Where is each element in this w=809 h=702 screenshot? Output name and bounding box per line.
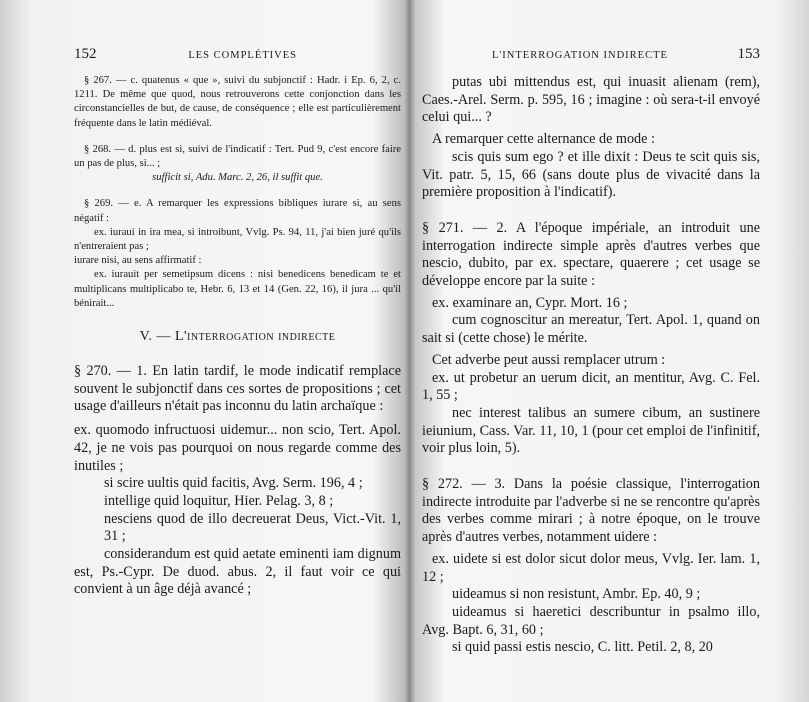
paragraph-269-example: ex. iuraui in ira mea, si introibunt, Vvlg. Ps. 94, 11, j'ai bien juré qu'ils n'entreraient pas ; <box>74 226 401 253</box>
paragraph-272-example-4: si quid passi estis nescio, C. litt. Petil. 2, 8, 20 <box>452 639 713 656</box>
paragraph-272-example-1: ex. uidete si est dolor sicut dolor meus, Vvlg. Ier. lam. 1, 12 ; <box>422 550 760 585</box>
paragraph-272: § 272. — 3. Dans la poésie classique, l'interrogation indirecte introduite par l'adverbe si ne se rencontre qu'après des verbes comme mirari ; à notre époque, on le trouve après d'autres verbes, notamment uidere : <box>422 476 760 546</box>
paragraph-268: § 268. — d. plus est si, suivi de l'indicatif : Tert. Pud 9, c'est encore faire un pas de plus, si... ; <box>74 143 401 170</box>
page-number: 152 <box>74 46 97 62</box>
alternance-intro: A remarquer cette alternance de mode : <box>432 131 655 148</box>
paragraph-269: § 269. — e. A remarquer les expressions bibliques iurare si, au sens négatif : <box>74 198 401 224</box>
paragraph-270-example-1: ex. quomodo infructuosi uidemur... non scio, Tert. Apol. 42, je ne vois pas pourquoi on nous regarde comme des inutiles ; <box>74 422 401 474</box>
paragraph-267: § 267. — c. quatenus « que », suivi du subjonctif : Hadr. i Ep. 6, 2, c. 1211. De même que quod, nous retrouverons cette conjonction dans les circonstancielles de but, de cause, de conséquence ; elle est particulièrement fréquente dans le latin médiéval. <box>74 75 401 129</box>
paragraph-270-example-2: si scire uultis quid facitis, Avg. Serm. 196, 4 ; <box>104 475 363 492</box>
paragraph-271-b: Cet adverbe peut aussi remplacer utrum : <box>432 351 666 368</box>
right-header <box>422 46 760 70</box>
paragraph-268-example: sufficit si, Adu. Marc. 2, 26, il suffit que. <box>152 172 323 184</box>
paragraph-271-example-3: ex. ut probetur an uerum dicit, an mentitur, Avg. C. Fel. 1, 55 ; <box>422 369 760 404</box>
page-number: 153 <box>737 46 760 62</box>
section-title: V. — L'interrogation indirecte <box>139 329 336 345</box>
paragraph-272-example-3: uideamus si haeretici describuntur in psalmo illo, Avg. Bapt. 6, 31, 60 ; <box>422 603 760 638</box>
paragraph-269-b: iurare nisi, au sens affirmatif : <box>74 255 202 267</box>
paragraph-270: § 270. — 1. En latin tardif, le mode indicatif remplace souvent le subjonctif dans ces sortes de propositions ; cet usage d'ailleurs n'était pas inconnu du latin archaïque : <box>74 363 401 415</box>
paragraph-271-example-1: ex. examinare an, Cypr. Mort. 16 ; <box>432 294 628 311</box>
right-page-content <box>422 46 760 657</box>
paragraph-272-example-2: uideamus si non resistunt, Ambr. Ep. 40, 9 ; <box>452 586 701 603</box>
left-page-content <box>74 46 401 599</box>
right-page <box>410 0 809 702</box>
paragraph-270-example-3: intellige quid loquitur, Hier. Pelag. 3, 8 ; <box>104 492 334 509</box>
left-header <box>74 46 401 70</box>
paragraph-271-example-4: nec interest talibus an sumere cibum, an sustinere ieiunium, Cass. Var. 11, 10, 1 (pour cet emploi de l'infinitif, voir plus loin, 5). <box>422 404 760 457</box>
paragraph-271-example-2: cum cognoscitur an mereatur, Tert. Apol. 1, quand on sait si (cette chose) le mérite. <box>422 312 760 347</box>
continued-example: putas ubi mittendus est, qui inuasit alienam (rem), Caes.-Arel. Serm. p. 595, 16 ; imagine : où sera-t-il envoyé celui qui... ? <box>422 74 760 126</box>
paragraph-270-example-4: nesciens quod de illo decreuerat Deus, Vict.-Vit. 1, 31 ; <box>104 510 401 545</box>
alternance-example: scis quis sum ego ? et ille dixit : Deus te scit quis sis, Vit. patr. 5, 15, 66 (sans doute plus de vivacité dans la première proposition à l'indicatif). <box>422 148 760 201</box>
paragraph-271: § 271. — 2. A l'époque impériale, an introduit une interrogation indirecte simple après d'autres verbes que nescio, dubito, par ex. spectare, quaerere ; cet usage se développe encore par la suite : <box>422 219 760 290</box>
running-head: L'INTERROGATION INDIRECTE <box>492 50 668 61</box>
running-head: LES COMPLÉTIVES <box>188 50 297 61</box>
paragraph-269-example-2: ex. iurauit per semetipsum dicens : nisi benedicens benedicam te et multiplicans multiplicabo te, Hebr. 6, 13 et 14 (Gen. 22, 16), il jura ... qu'il bénirait... <box>74 269 401 309</box>
paragraph-270-example-5: considerandum est quid aetate eminenti iam dignum est, Ps.-Cypr. De duod. abus. 2, il faut voir ce qui convient à un âge déjà avancé ; <box>74 546 401 598</box>
